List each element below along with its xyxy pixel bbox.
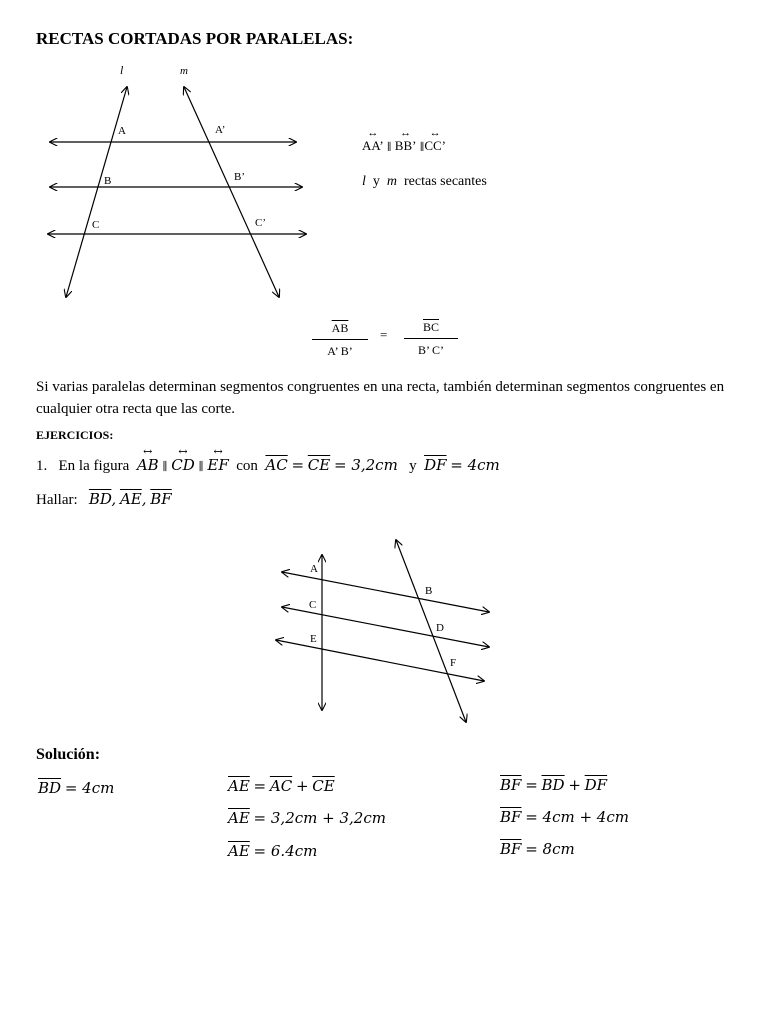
- solution-ae-3: [228, 842, 317, 861]
- parallel-sign: ∥: [198, 461, 204, 473]
- value-bd: = 4cm: [64, 779, 115, 797]
- parallel-sign: ∥: [162, 461, 168, 473]
- line-m-label: m: [180, 65, 188, 77]
- seg-bf: $\overline{BF}$: [500, 808, 522, 826]
- line-aa-prime: ↔ AA’: [362, 138, 384, 154]
- point-b: B: [104, 175, 112, 187]
- exercise-lead: En la figura: [58, 458, 130, 474]
- equals-sign: =: [380, 327, 388, 342]
- fraction-left: [312, 321, 368, 359]
- plus: +: [568, 776, 581, 794]
- line-bb-prime: ↔ BB’: [395, 138, 417, 154]
- fraction-right-numerator: $\overline{BC}$: [422, 320, 439, 334]
- hallar-label: Hallar:: [36, 492, 78, 508]
- figure-1: [48, 87, 306, 297]
- equals: =: [525, 776, 538, 794]
- line-cd: ↔ CD: [171, 456, 195, 474]
- secantes-l: l: [362, 174, 366, 189]
- value-bf-sum: = 4cm + 4cm: [525, 808, 629, 826]
- point-c-prime: C’: [255, 217, 266, 229]
- seg-bd: $\overline{BD}$: [38, 779, 62, 797]
- solution-bf-1: [500, 776, 607, 795]
- seg-bf: $\overline{BF}$: [500, 840, 522, 858]
- seg-ac: $\overline{AC}$: [269, 777, 293, 795]
- value-ae-sum: = 3,2cm + 3,2cm: [253, 809, 386, 827]
- hallar-bf: $\overline{BF}$: [150, 490, 172, 508]
- solution-bf-3: [500, 840, 575, 859]
- exercise-number: 1.: [36, 458, 48, 474]
- secantes-y: y: [372, 174, 380, 189]
- solution-ae-2: [228, 809, 386, 828]
- fig2-point-e: E: [310, 633, 317, 645]
- line-cc-prime: ↔ CC’: [424, 138, 446, 154]
- line-ef: ↔ EF: [207, 456, 228, 474]
- transversal-m: [184, 87, 279, 297]
- fig2-point-b: B: [425, 585, 433, 597]
- plus: +: [295, 777, 309, 795]
- fraction-left-numerator: $\overline{AB}$: [331, 321, 349, 335]
- fig2-point-d: D: [436, 622, 444, 634]
- seg-ce: $\overline{CE}$: [312, 777, 335, 795]
- seg-ae: $\overline{AE}$: [228, 777, 250, 795]
- solution-bd: [38, 779, 114, 798]
- transversal-l: [66, 87, 127, 297]
- segment-ce: $\overline{CE}$: [307, 456, 331, 474]
- fraction-right-denominator: B’ C’: [417, 343, 445, 357]
- solution-ae-1: [228, 777, 335, 796]
- hallar-bd: $\overline{BD}$: [88, 490, 112, 508]
- line-l-label: l: [120, 63, 124, 77]
- parallel-relation: [362, 138, 446, 154]
- equals: =: [253, 777, 267, 795]
- hallar-line: Hallar: $\overline{BD}$, $\overline{AE}$, $\overline{BF}$: [36, 490, 172, 508]
- segment-df: $\overline{DF}$: [424, 456, 447, 474]
- hallar-ae: $\overline{AE}$: [119, 490, 142, 508]
- fraction-left-denominator: A’ B’: [327, 344, 353, 358]
- seg-bf: $\overline{BF}$: [500, 776, 522, 794]
- segment-ac: $\overline{AC}$: [265, 456, 288, 474]
- parallel-sign: ∥: [386, 142, 392, 153]
- seg-df: $\overline{DF}$: [584, 776, 608, 794]
- exercises-heading: EJERCICIOS:: [36, 428, 114, 442]
- fig2-point-a: A: [310, 563, 318, 575]
- page-title: RECTAS CORTADAS POR PARALELAS:: [36, 29, 354, 48]
- line-ab: ↔ AB: [137, 456, 159, 474]
- secantes-text: rectas secantes: [404, 174, 487, 189]
- point-a-prime: A’: [215, 124, 226, 136]
- value-3-2cm: = 3,2cm: [333, 456, 398, 474]
- theorem-paragraph: Si varias paralelas determinan segmentos congruentes en una recta, también determinan segmentos congruentes en cualquier otra recta que las corte.: [36, 379, 725, 417]
- exercise-y: y: [409, 458, 417, 474]
- value-ae-result: = 6.4cm: [253, 842, 318, 860]
- seg-ae: $\overline{AE}$: [228, 842, 250, 860]
- solution-heading: Solución:: [36, 746, 101, 763]
- secantes-m: m: [386, 174, 398, 189]
- secantes-statement: [362, 174, 487, 190]
- point-a: A: [118, 125, 126, 137]
- fraction-right: [404, 320, 458, 358]
- parallel-sign: ∥: [419, 142, 425, 153]
- solution-bf-2: [500, 808, 629, 827]
- fig2-point-f: F: [450, 657, 457, 669]
- point-c: C: [92, 219, 100, 231]
- point-b-prime: B’: [234, 171, 245, 183]
- exercise-1: 1. En la figura ↔ AB ∥ ↔ CD ∥ ↔ EF con $\overline{AC} = \overline{CE} = 3,2cm$ y $\overline{DF} = 4cm$: [36, 456, 500, 475]
- seg-bd: $\overline{BD}$: [541, 776, 565, 794]
- exercise-con: con: [236, 458, 258, 474]
- value-bf-result: = 8cm: [525, 840, 575, 858]
- value-4cm: = 4cm: [450, 456, 500, 474]
- seg-ae: $\overline{AE}$: [228, 809, 250, 827]
- fig2-point-c: C: [309, 599, 317, 611]
- figure-2: [276, 540, 489, 722]
